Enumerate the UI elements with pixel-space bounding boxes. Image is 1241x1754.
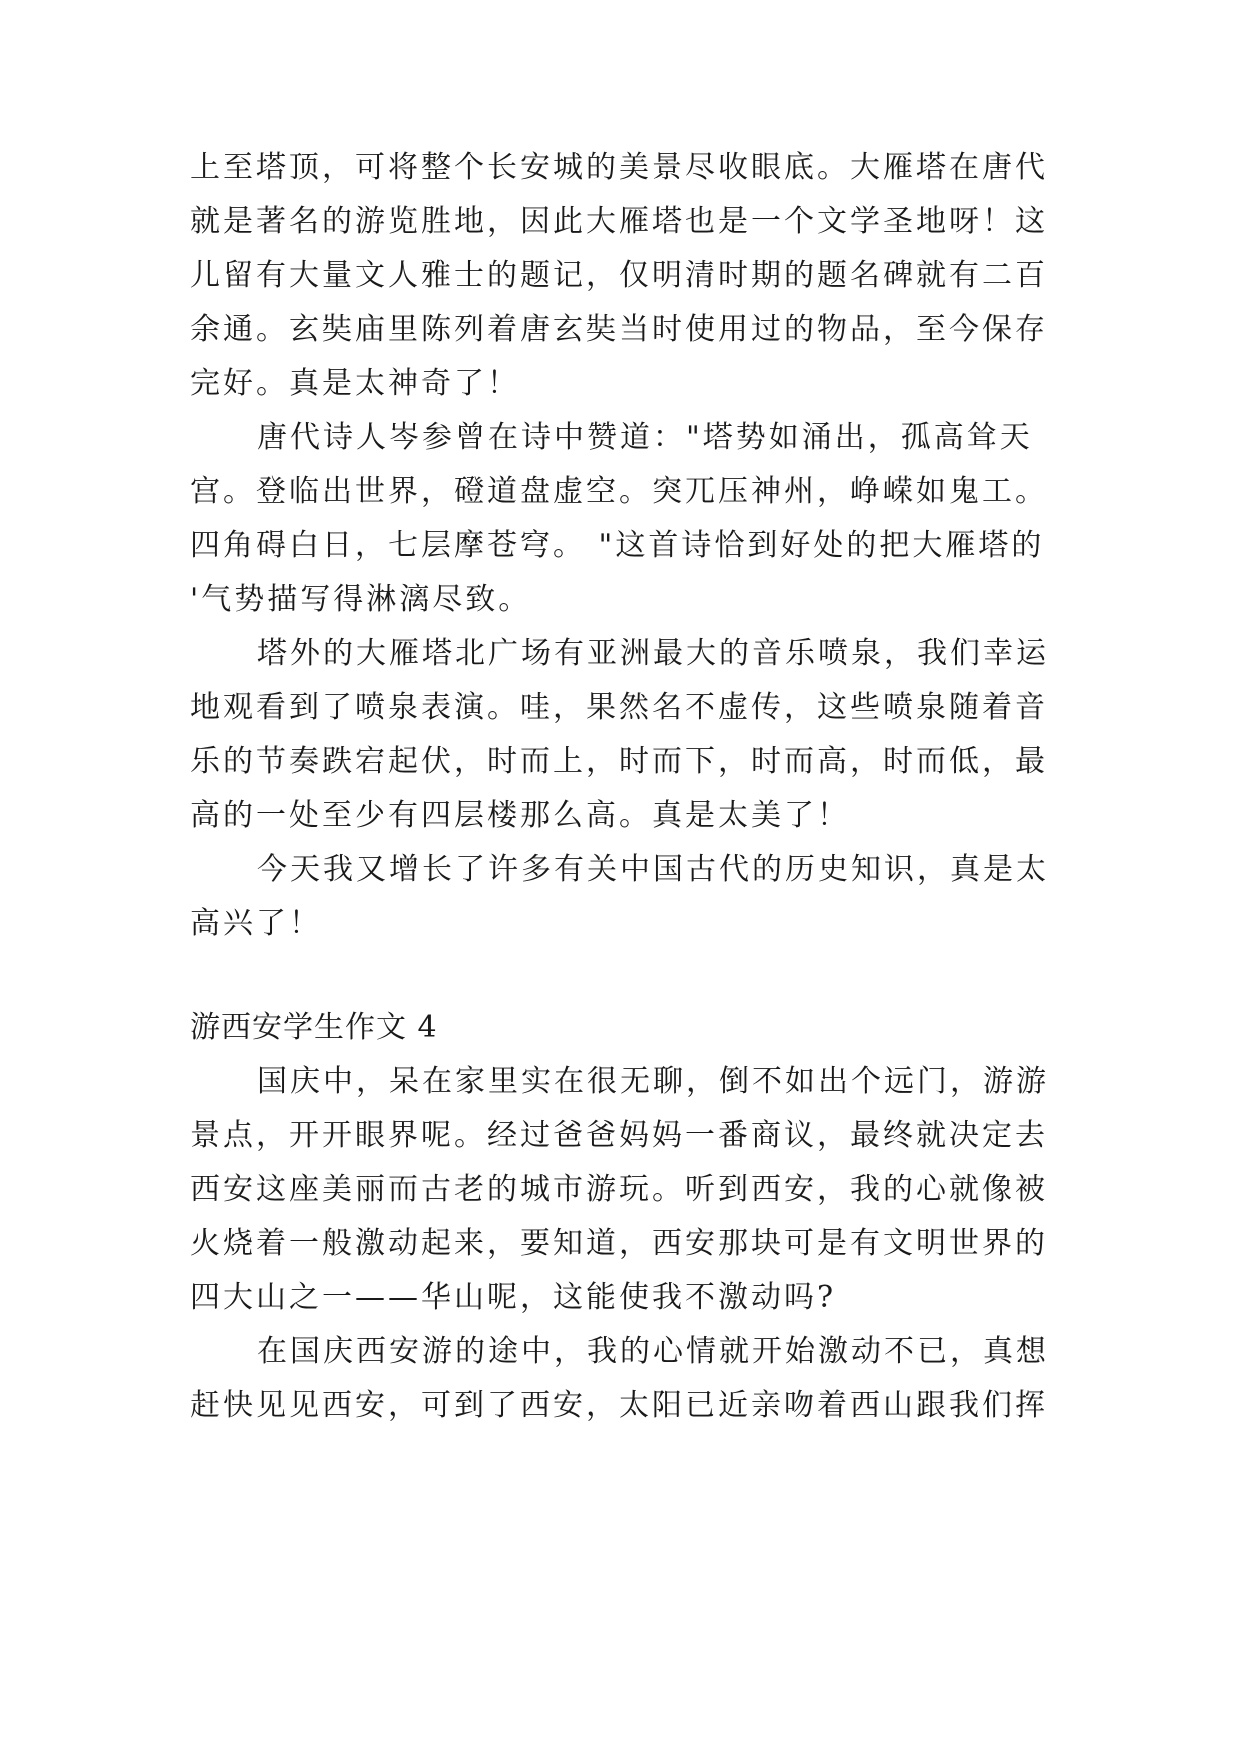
paragraph-first-line: 在国庆西安游的途中，我的心情就开始激动不已，真想 <box>257 1334 1049 1369</box>
text-line: 完好。真是太神奇了！ <box>190 366 520 401</box>
text-line: 景点，开开眼界呢。经过爸爸妈妈一番商议，最终就决定去 <box>190 1118 1048 1153</box>
text-line: 上至塔顶，可将整个长安城的美景尽收眼底。大雁塔在唐代 <box>190 150 1048 185</box>
text-line: 高兴了！ <box>190 906 322 941</box>
text-line: 四角碍白日，七层摩苍穹。 "这首诗恰到好处的把大雁塔的 <box>190 528 1045 563</box>
text-line: 儿留有大量文人雅士的题记，仅明清时期的题名碑就有二百 <box>190 258 1048 293</box>
text-line: 高的一处至少有四层楼那么高。真是太美了！ <box>190 798 850 833</box>
text-line: 宫。登临出世界，磴道盘虚空。突兀压神州，峥嵘如鬼工。 <box>190 474 1048 509</box>
text-line: 就是著名的游览胜地，因此大雁塔也是一个文学圣地呀！这 <box>190 204 1048 239</box>
text-line: 四大山之一——华山呢，这能使我不激动吗? <box>190 1280 837 1315</box>
text-line: 地观看到了喷泉表演。哇，果然名不虚传，这些喷泉随着音 <box>190 690 1048 725</box>
paragraph-first-line: 唐代诗人岑参曾在诗中赞道："塔势如涌出，孤高耸天 <box>257 420 1033 455</box>
text-line: 乐的节奏跌宕起伏，时而上，时而下，时而高，时而低，最 <box>190 744 1048 779</box>
text-line: '气势描写得淋漓尽致。 <box>190 582 532 617</box>
paragraph-first-line: 塔外的大雁塔北广场有亚洲最大的音乐喷泉，我们幸运 <box>257 636 1049 671</box>
text-line: 余通。玄奘庙里陈列着唐玄奘当时使用过的物品，至今保存 <box>190 312 1048 347</box>
paragraph-first-line: 国庆中，呆在家里实在很无聊，倒不如出个远门，游游 <box>257 1064 1049 1099</box>
text-line: 西安这座美丽而古老的城市游玩。听到西安，我的心就像被 <box>190 1172 1048 1207</box>
section-heading: 游西安学生作文 4 <box>190 1010 438 1045</box>
text-line: 赶快见见西安，可到了西安，太阳已近亲吻着西山跟我们挥 <box>190 1388 1048 1423</box>
paragraph-first-line: 今天我又增长了许多有关中国古代的历史知识，真是太 <box>257 852 1049 887</box>
text-line: 火烧着一般激动起来，要知道，西安那块可是有文明世界的 <box>190 1226 1048 1261</box>
